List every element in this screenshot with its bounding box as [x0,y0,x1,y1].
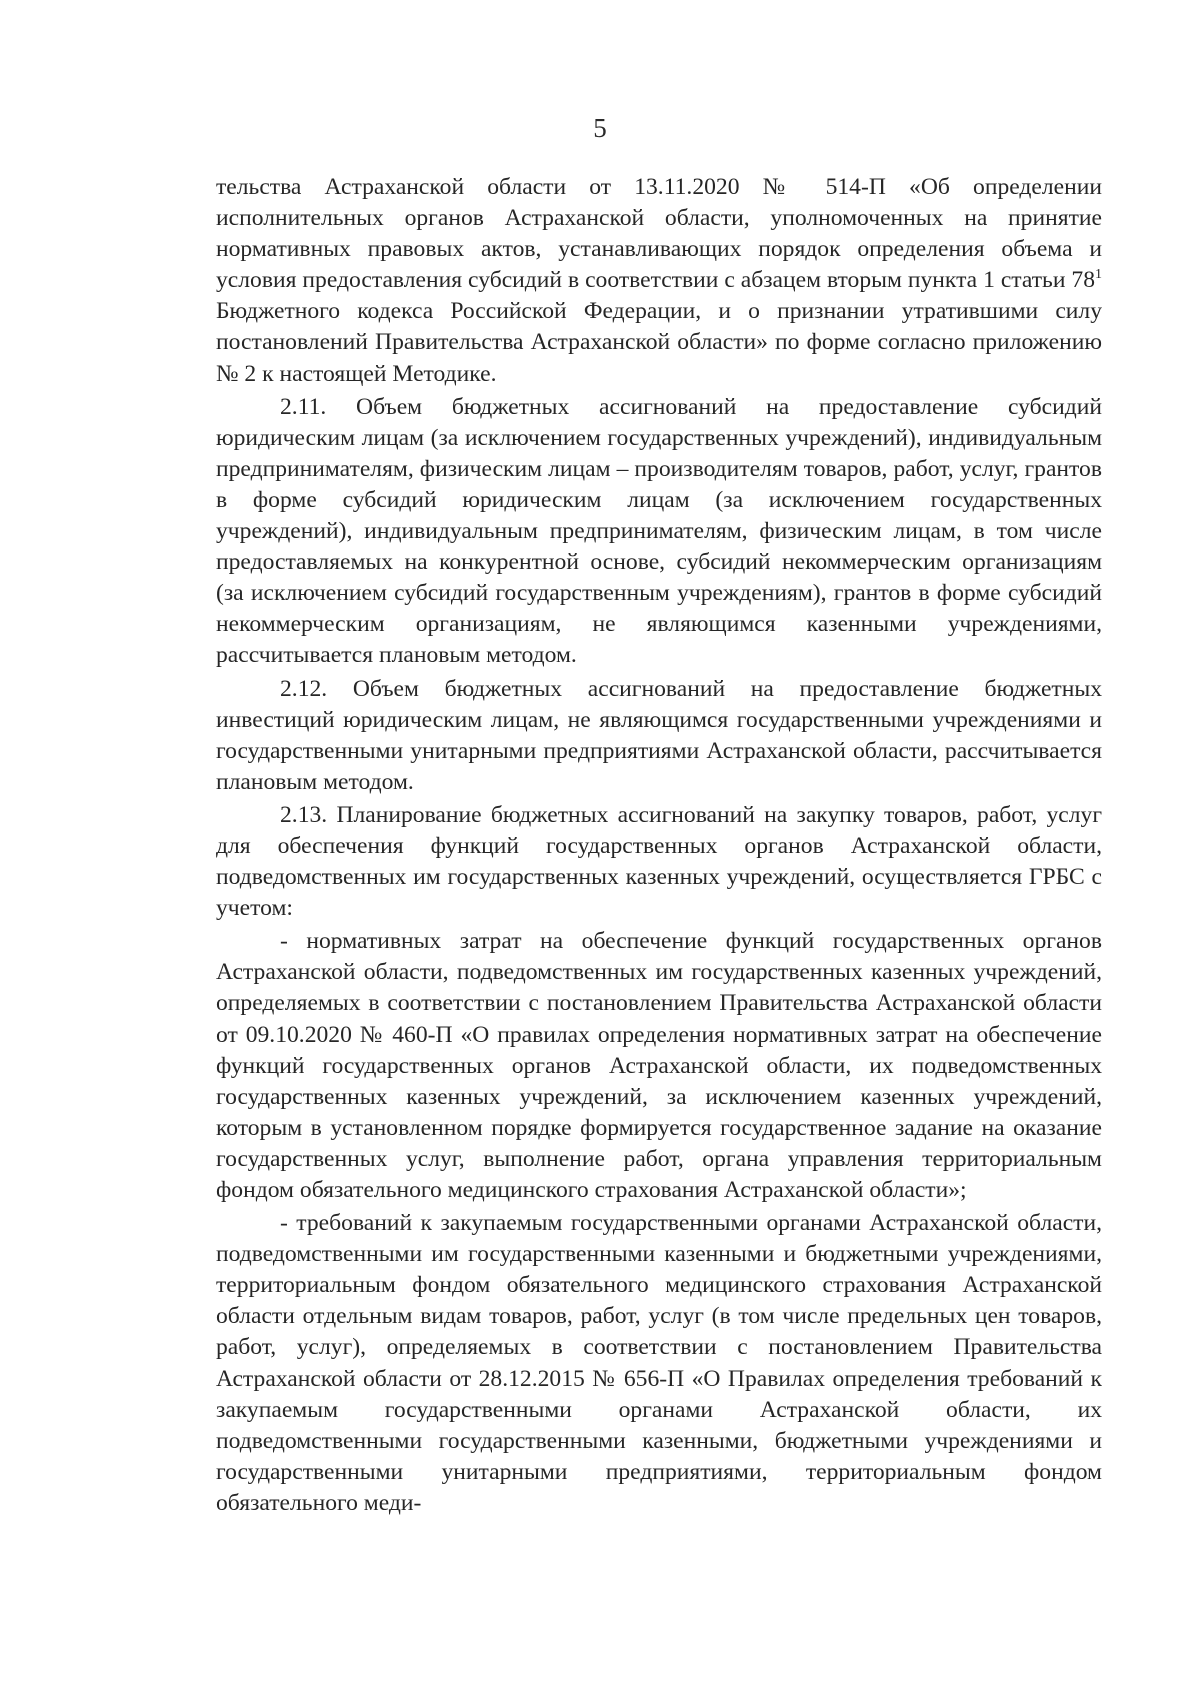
paragraph-continuation [216,172,1102,390]
paragraph-2-12: 2.12. Объем бюджетных ассигнований на предоставление бюджетных инвестиций юридическим лицам, не являющимся государственными учреждениями и государственными унитарными предприятиями Астраханской области, рассчитывается плановым методом. [216,675,1102,795]
paragraph-2-11: 2.11. Объем бюджетных ассигнований на предоставление субсидий юридическим лицам (за исключением государственных учреждений), индивидуальным предпринимателям, физическим лицам – производителям товаров, работ, услуг, грантов в форме субсидий юридическим лицам (за исключением государственных учреждений), индивидуальным предпринимателям, физическим лицам, в том числе предоставляемых на конкурентной основе, субсидий некоммерческим организациям (за исключением субсидий государственным учреждениям), грантов в форме субсидий некоммерческим организациям, не являющимся казенными учреждениями, рассчитывается плановым методом. [216,393,1102,669]
document-body [216,172,1102,1519]
paragraph-text: Бюджетного кодекса Российской Федерации, и о признании утратившими силу постановлений Правительства Астраханской области» по форме согласно приложению № 2 к настоящей Методике. [216,298,1102,387]
superscript: 1 [1095,267,1102,283]
list-item-normative-costs: - нормативных затрат на обеспечение функций государственных органов Астраханской области, подведомственных им государственных казенных учреждений, определяемых в соответствии с постановлением Правительства Астраханской области от 09.10.2020 № 460-П «О правилах определения нормативных затрат на обеспечение функций государственных органов Астраханской области, их подведомственных государственных казенных учреждений, за исключением казенных учреждений, которым в установленном порядке формируется государственное задание на оказание государственных услуг, выполнение работ, органа управления территориальным фондом обязательного медицинского страхования Астраханской области»; [216,928,1102,1203]
paragraph-text: тельства Астраханской области от 13.11.2020 № 514-П «Об определении исполнительных органов Астраханской области, уполномоченных на принятие нормативных правовых актов, устанавливающих порядок определения объема и условия предоставления субсидий в соответствии с абзацем вторым пункта 1 статьи 78 [216,174,1102,294]
paragraph-2-13: 2.13. Планирование бюджетных ассигнований на закупку товаров, работ, услуг для обеспечения функций государственных органов Астраханской области, подведомственных им государственных казенных учреждений, осуществляется ГРБС с учетом: [216,801,1102,922]
page-number: 5 [593,113,607,143]
list-item-procurement-requirements: - требований к закупаемым государственными органами Астраханской области, подведомственными им государственными казенными и бюджетными учреждениями, территориальным фондом обязательного медицинского страхования Астраханской области отдельным видам товаров, работ, услуг (в том числе предельных цен товаров, работ, услуг), определяемых в соответствии с постановлением Правительства Астраханской области от 28.12.2015 № 656-П «О Правилах определения требований к закупаемым государственными органами Астраханской области, их подведомственными государственными казенными, бюджетными учреждениями и государственными унитарными предприятиями, территориальным фондом обязательного меди- [216,1210,1102,1516]
